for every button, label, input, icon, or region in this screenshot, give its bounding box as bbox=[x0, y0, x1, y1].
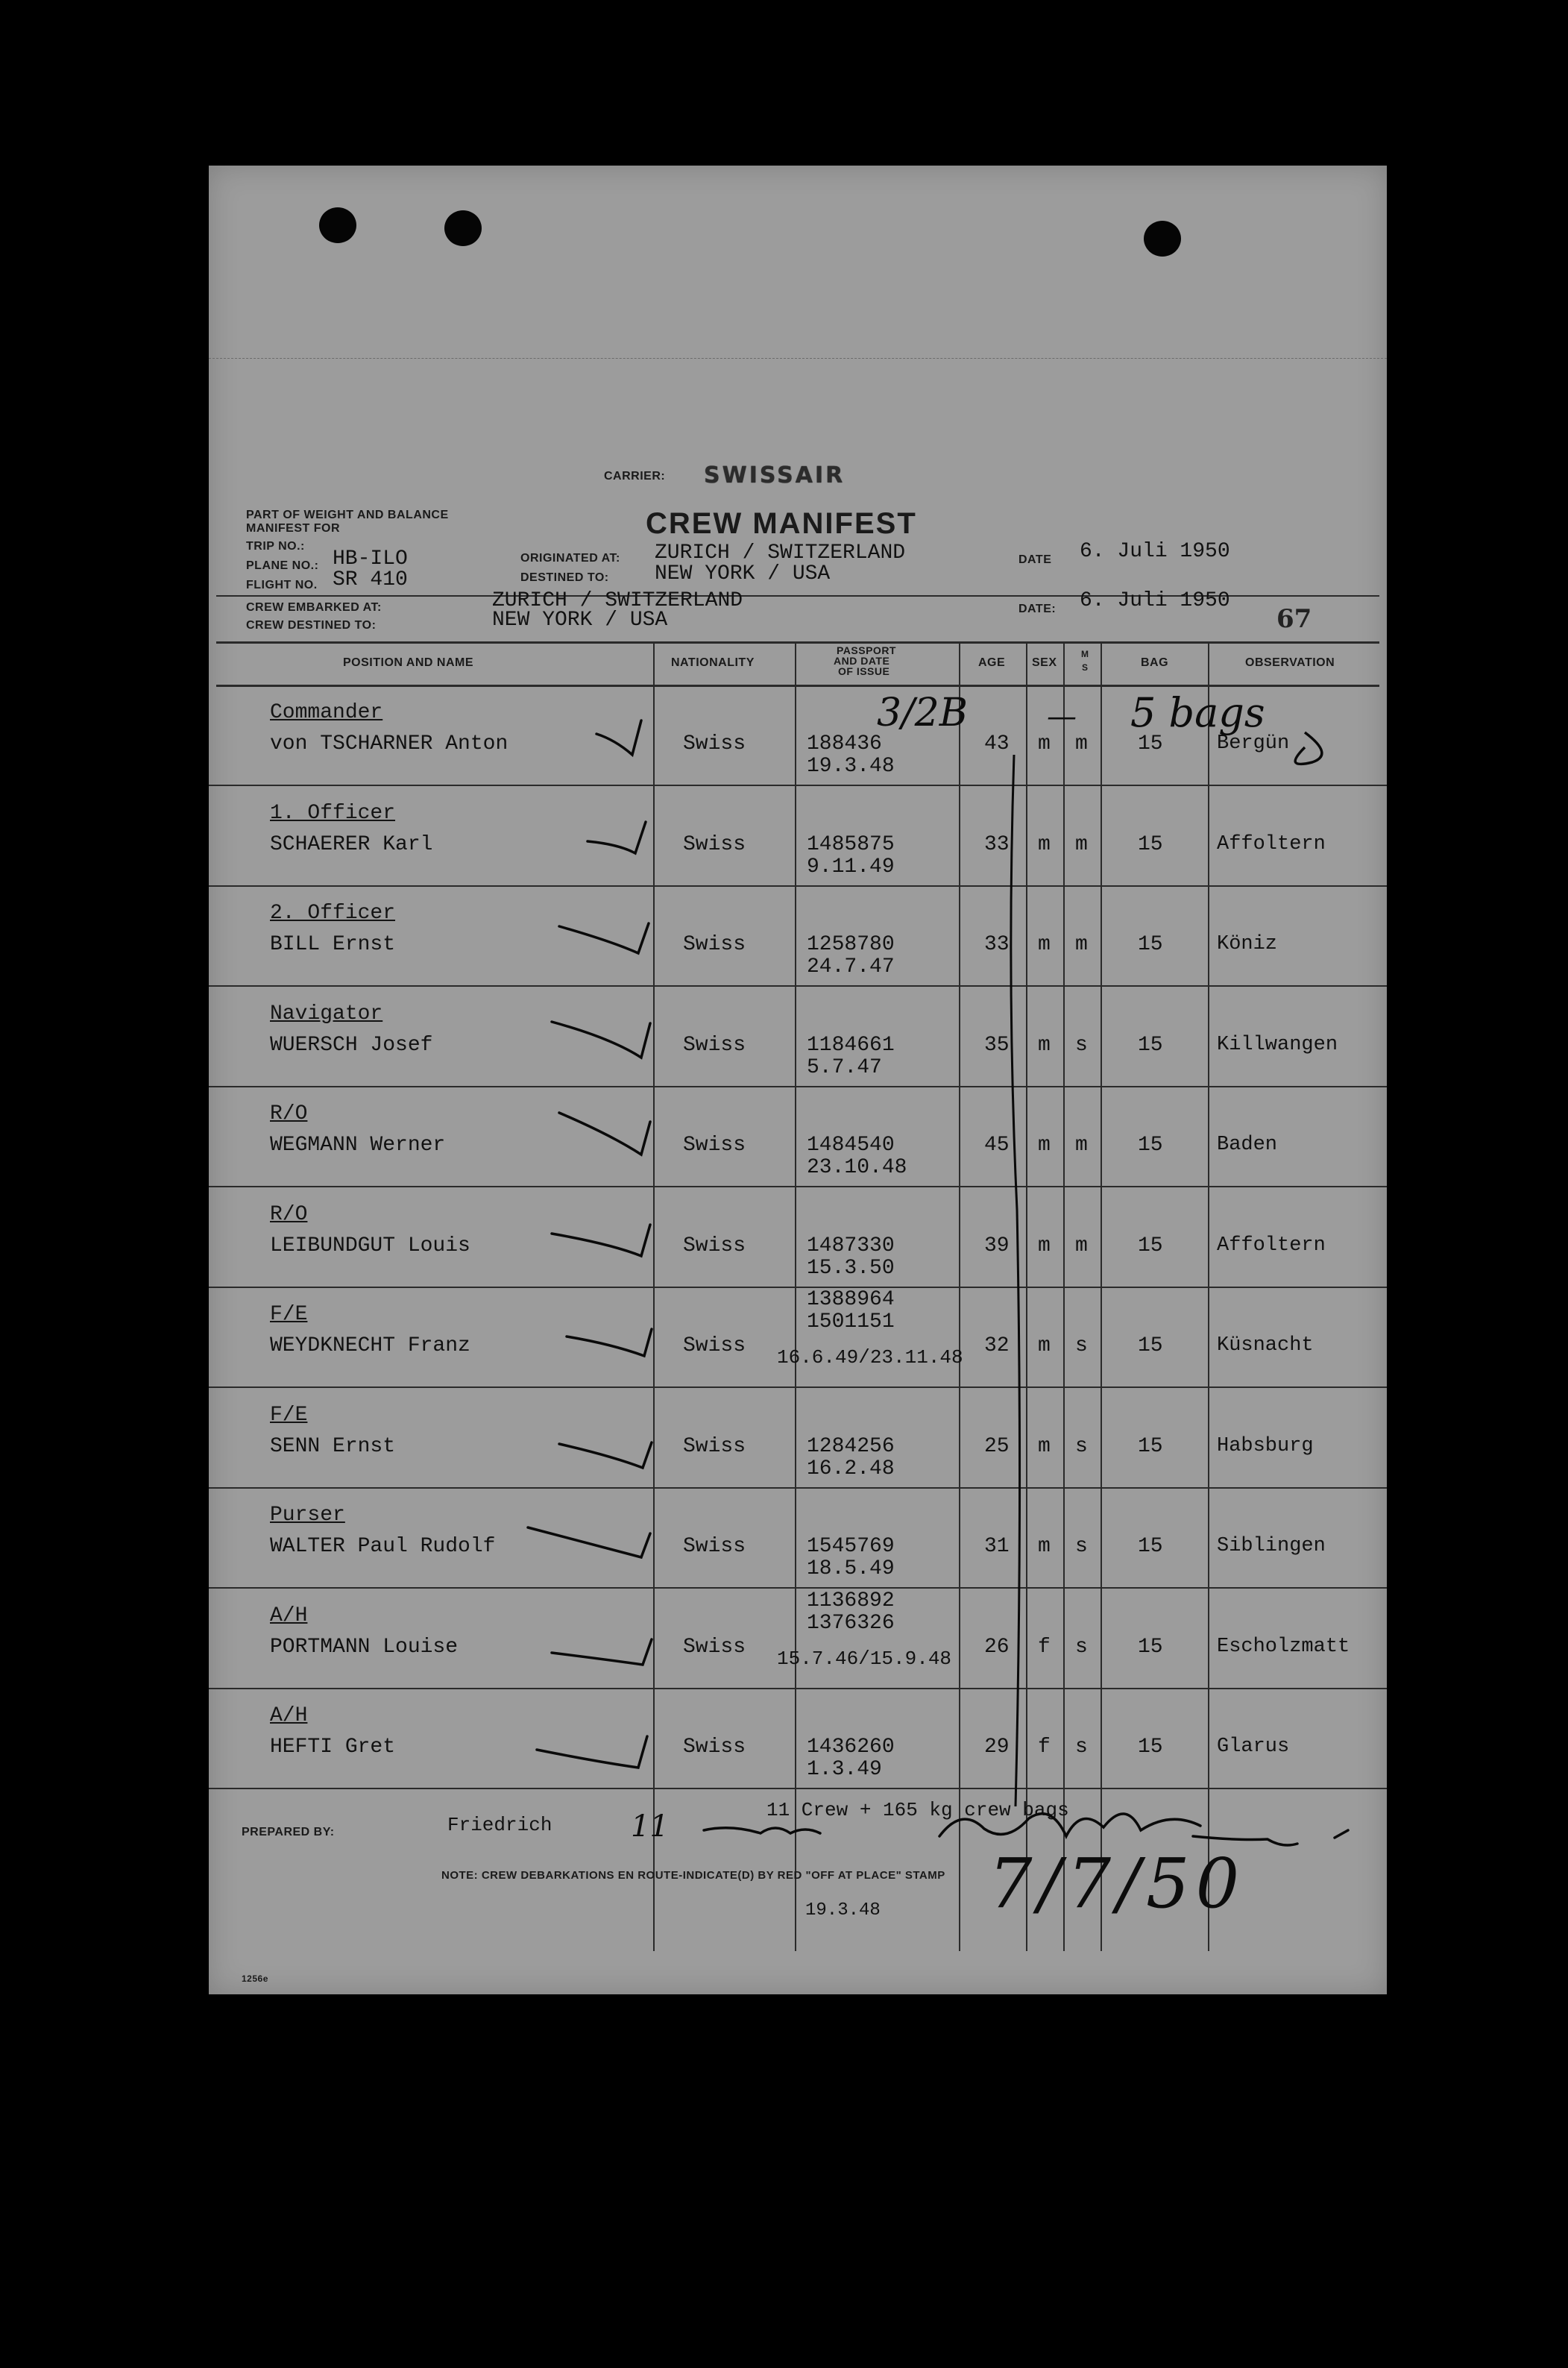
sex-cell: m bbox=[1038, 832, 1051, 856]
crew-row bbox=[209, 1589, 1387, 1689]
crew-name: BILL Ernst bbox=[270, 933, 396, 956]
bag-weight-cell: 15 bbox=[1138, 933, 1163, 956]
nationality-cell: Swiss bbox=[683, 1736, 746, 1759]
marital-status-cell: s bbox=[1075, 1535, 1088, 1558]
nationality-cell: Swiss bbox=[683, 1635, 746, 1659]
punch-hole bbox=[319, 207, 356, 243]
date2-label: DATE: bbox=[1018, 603, 1057, 615]
plane-label: PLANE NO.: bbox=[246, 559, 319, 572]
embarked-value: ZURICH / SWITZERLAND bbox=[492, 589, 743, 612]
observation-cell: Killwangen bbox=[1217, 1033, 1338, 1056]
col-header-passport: PASSPORT bbox=[837, 644, 896, 656]
divider bbox=[216, 641, 1379, 644]
age-cell: 31 bbox=[984, 1535, 1010, 1558]
issue-date: 16.6.49/23.11.48 bbox=[777, 1346, 963, 1369]
crew-name: SENN Ernst bbox=[270, 1434, 396, 1458]
crew-row bbox=[209, 1389, 1387, 1489]
crew-row bbox=[209, 987, 1387, 1087]
handwritten-dash: — bbox=[1047, 700, 1077, 734]
crew-name: WEGMANN Werner bbox=[270, 1134, 446, 1157]
sex-cell: m bbox=[1038, 1434, 1051, 1458]
sex-cell: f bbox=[1038, 1635, 1051, 1659]
position-title: Purser bbox=[270, 1504, 345, 1527]
col-header-passport: OF ISSUE bbox=[838, 665, 890, 677]
col-header-bag: BAG bbox=[1141, 656, 1169, 669]
fold-line bbox=[209, 358, 1387, 359]
date-value: 6. Juli 1950 bbox=[1080, 540, 1230, 563]
nationality-cell: Swiss bbox=[683, 1033, 746, 1057]
observation-cell: Köniz bbox=[1217, 933, 1278, 955]
bag-weight-cell: 15 bbox=[1138, 1434, 1163, 1458]
observation-cell: Küsnacht bbox=[1217, 1334, 1314, 1357]
sex-cell: m bbox=[1038, 1134, 1051, 1157]
nationality-cell: Swiss bbox=[683, 832, 746, 856]
sex-cell: m bbox=[1038, 1234, 1051, 1257]
nationality-cell: Swiss bbox=[683, 732, 746, 756]
passport-number: 1487330 bbox=[807, 1234, 895, 1257]
crew-row bbox=[209, 1489, 1387, 1589]
bag-weight-cell: 15 bbox=[1138, 1234, 1163, 1257]
crew-row bbox=[209, 1689, 1387, 1789]
bag-weight-cell: 15 bbox=[1138, 832, 1163, 856]
crew-destined-label: CREW DESTINED TO: bbox=[246, 619, 377, 632]
handwritten-count: 11 bbox=[631, 1809, 669, 1844]
crew-name: LEIBUNDGUT Louis bbox=[270, 1234, 470, 1257]
nationality-cell: Swiss bbox=[683, 933, 746, 956]
destined-value: NEW YORK / USA bbox=[655, 562, 831, 585]
col-header-ms: M bbox=[1081, 649, 1089, 659]
age-cell: 29 bbox=[984, 1736, 1010, 1759]
marital-status-cell: s bbox=[1075, 1434, 1088, 1458]
sex-cell: m bbox=[1038, 1033, 1051, 1057]
prepared-label: PREPARED BY: bbox=[242, 1826, 335, 1838]
crew-row bbox=[209, 1087, 1387, 1187]
passport-number: 1485875 bbox=[807, 832, 895, 856]
age-cell: 26 bbox=[984, 1635, 1010, 1659]
age-cell: 45 bbox=[984, 1134, 1010, 1157]
plane-value: HB-ILO bbox=[333, 547, 408, 571]
sex-cell: m bbox=[1038, 732, 1051, 756]
crew-name: HEFTI Gret bbox=[270, 1736, 396, 1759]
sex-cell: m bbox=[1038, 1334, 1051, 1357]
passport-number: 1436260 bbox=[807, 1736, 895, 1759]
issue-date: 15.7.46/15.9.48 bbox=[777, 1647, 952, 1670]
punch-hole bbox=[444, 210, 482, 246]
col-header-age: AGE bbox=[978, 656, 1006, 669]
nationality-cell: Swiss bbox=[683, 1134, 746, 1157]
sex-cell: f bbox=[1038, 1736, 1051, 1759]
position-title: F/E bbox=[270, 1303, 308, 1326]
crew-name: PORTMANN Louise bbox=[270, 1635, 459, 1659]
issue-date: 19.3.48 bbox=[807, 755, 895, 778]
observation-cell: Escholzmatt bbox=[1217, 1635, 1350, 1658]
position-title: Navigator bbox=[270, 1002, 383, 1026]
destined-label: DESTINED TO: bbox=[520, 571, 609, 584]
passport-number: 1545769 bbox=[807, 1535, 895, 1558]
observation-cell: Affoltern bbox=[1217, 832, 1326, 855]
marital-status-cell: m bbox=[1075, 1234, 1088, 1257]
observation-cell: Bergün bbox=[1217, 732, 1290, 755]
col-header-passport: AND DATE bbox=[834, 655, 890, 667]
position-title: 1. Officer bbox=[270, 801, 396, 825]
col-header-nationality: NATIONALITY bbox=[671, 656, 755, 669]
carrier-label: CARRIER: bbox=[604, 470, 666, 483]
observation-cell: Affoltern bbox=[1217, 1234, 1326, 1257]
passport-number-2: 1501151 bbox=[807, 1310, 895, 1334]
crew-row bbox=[209, 887, 1387, 987]
issue-date: 16.2.48 bbox=[807, 1457, 895, 1480]
age-cell: 33 bbox=[984, 832, 1010, 856]
age-cell: 33 bbox=[984, 933, 1010, 956]
crew-summary: 11 Crew + 165 kg crew bags bbox=[766, 1799, 1069, 1821]
crew-row bbox=[209, 1188, 1387, 1288]
position-title: A/H bbox=[270, 1604, 308, 1627]
position-title: A/H bbox=[270, 1704, 308, 1727]
issue-date: 1.3.49 bbox=[807, 1758, 882, 1781]
nationality-cell: Swiss bbox=[683, 1334, 746, 1357]
marital-status-cell: s bbox=[1075, 1736, 1088, 1759]
position-title: R/O bbox=[270, 1202, 308, 1226]
crew-destined-value: NEW YORK / USA bbox=[492, 609, 668, 632]
bottom-date: 19.3.48 bbox=[805, 1900, 881, 1921]
position-title: R/O bbox=[270, 1102, 308, 1125]
bag-weight-cell: 15 bbox=[1138, 1334, 1163, 1357]
passport-number: 1136892 bbox=[807, 1589, 895, 1612]
crew-name: WEYDKNECHT Franz bbox=[270, 1334, 470, 1357]
marital-status-cell: m bbox=[1075, 933, 1088, 956]
date-label: DATE bbox=[1018, 553, 1052, 566]
page-title: CREW MANIFEST bbox=[646, 507, 917, 540]
issue-date: 5.7.47 bbox=[807, 1055, 882, 1079]
observation-cell: Baden bbox=[1217, 1134, 1278, 1156]
age-cell: 35 bbox=[984, 1033, 1010, 1057]
crew-name: WALTER Paul Rudolf bbox=[270, 1535, 496, 1558]
flight-value: SR 410 bbox=[333, 568, 408, 591]
handwritten-date: 7/7/50 bbox=[989, 1844, 1246, 1923]
observation-cell: Siblingen bbox=[1217, 1535, 1326, 1557]
punch-hole bbox=[1144, 221, 1181, 257]
observation-cell: Glarus bbox=[1217, 1736, 1290, 1758]
bag-weight-cell: 15 bbox=[1138, 1535, 1163, 1558]
issue-date: 23.10.48 bbox=[807, 1156, 907, 1179]
age-cell: 32 bbox=[984, 1334, 1010, 1357]
prepared-value: Friedrich bbox=[447, 1814, 552, 1836]
crew-name: von TSCHARNER Anton bbox=[270, 732, 509, 756]
flight-label: FLIGHT NO. bbox=[246, 579, 318, 591]
col-header-observation: OBSERVATION bbox=[1245, 656, 1335, 669]
bag-weight-cell: 15 bbox=[1138, 1635, 1163, 1659]
bag-weight-cell: 15 bbox=[1138, 732, 1163, 756]
col-header-position: POSITION AND NAME bbox=[343, 656, 474, 669]
marital-status-cell: s bbox=[1075, 1334, 1088, 1357]
crew-row bbox=[209, 1288, 1387, 1388]
passport-number: 1484540 bbox=[807, 1134, 895, 1157]
issue-date: 18.5.49 bbox=[807, 1557, 895, 1580]
page-number: 67 bbox=[1276, 604, 1312, 634]
passport-number: 1258780 bbox=[807, 933, 895, 956]
issue-date: 24.7.47 bbox=[807, 955, 895, 979]
trip-label: TRIP NO.: bbox=[246, 540, 305, 553]
sex-cell: m bbox=[1038, 1535, 1051, 1558]
handwritten-bags-note: 5 bags bbox=[1130, 689, 1265, 736]
originated-label: ORIGINATED AT: bbox=[520, 552, 620, 565]
age-cell: 43 bbox=[984, 732, 1010, 756]
position-title: F/E bbox=[270, 1403, 308, 1427]
part-of-label: PART OF WEIGHT AND BALANCE MANIFEST FOR bbox=[246, 509, 449, 535]
passport-number-2: 1376326 bbox=[807, 1611, 895, 1635]
bag-weight-cell: 15 bbox=[1138, 1033, 1163, 1057]
passport-number: 1284256 bbox=[807, 1434, 895, 1458]
age-cell: 39 bbox=[984, 1234, 1010, 1257]
marital-status-cell: m bbox=[1075, 1134, 1088, 1157]
nationality-cell: Swiss bbox=[683, 1535, 746, 1558]
note-text: NOTE: CREW DEBARKATIONS EN ROUTE-INDICATE(D) BY RED "OFF AT PLACE" STAMP bbox=[441, 1869, 945, 1882]
marital-status-cell: s bbox=[1075, 1635, 1088, 1659]
crew-name: SCHAERER Karl bbox=[270, 832, 433, 856]
issue-date: 15.3.50 bbox=[807, 1256, 895, 1280]
position-title: 2. Officer bbox=[270, 902, 396, 925]
crew-row bbox=[209, 787, 1387, 887]
originated-value: ZURICH / SWITZERLAND bbox=[655, 541, 906, 565]
bag-weight-cell: 15 bbox=[1138, 1134, 1163, 1157]
passport-number: 188436 bbox=[807, 732, 882, 756]
marital-status-cell: m bbox=[1075, 732, 1088, 756]
issue-date: 9.11.49 bbox=[807, 855, 895, 879]
manifest-sheet bbox=[209, 166, 1387, 1994]
date2-value: 6. Juli 1950 bbox=[1080, 589, 1230, 612]
carrier-stamp: SWISSAIR bbox=[704, 462, 846, 489]
nationality-cell: Swiss bbox=[683, 1234, 746, 1257]
marital-status-cell: s bbox=[1075, 1033, 1088, 1057]
passport-number: 1184661 bbox=[807, 1033, 895, 1057]
passport-number: 1388964 bbox=[807, 1288, 895, 1311]
position-title: Commander bbox=[270, 701, 383, 724]
handwritten-passport-note: 3/2B bbox=[877, 691, 968, 735]
col-header-sex: SEX bbox=[1032, 656, 1057, 669]
nationality-cell: Swiss bbox=[683, 1434, 746, 1458]
observation-cell: Habsburg bbox=[1217, 1434, 1314, 1457]
embarked-label: CREW EMBARKED AT: bbox=[246, 601, 382, 614]
marital-status-cell: m bbox=[1075, 832, 1088, 856]
age-cell: 25 bbox=[984, 1434, 1010, 1458]
sex-cell: m bbox=[1038, 933, 1051, 956]
bag-weight-cell: 15 bbox=[1138, 1736, 1163, 1759]
crew-name: WUERSCH Josef bbox=[270, 1033, 433, 1057]
col-header-ms: S bbox=[1082, 662, 1089, 673]
form-number: 1256e bbox=[242, 1973, 268, 1984]
